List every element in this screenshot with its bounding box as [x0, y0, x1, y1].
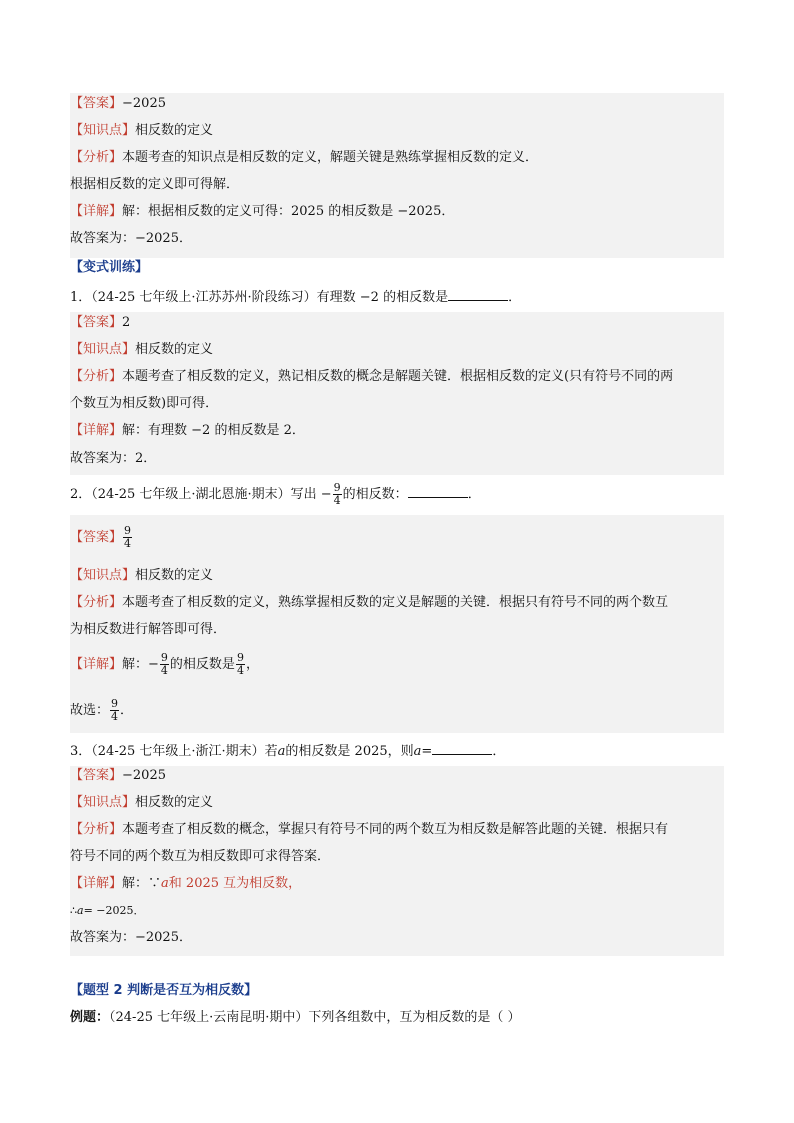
q2-text-after: 的相反数： [342, 487, 408, 502]
knowledge-text: 相反数的定义 [135, 568, 214, 583]
frac-numerator: 9 [124, 524, 132, 537]
conclusion-end: ． [120, 703, 134, 718]
q3-variable: a [277, 744, 286, 759]
answer-value: −2025 [122, 96, 166, 111]
frac-numerator: 9 [333, 481, 341, 494]
analysis-text: 本题考查的知识点是相反数的定义，解题关键是熟练掌握相反数的定义． [122, 150, 539, 165]
answer-fraction [123, 525, 132, 550]
q1-conclusion-line: 故答案为：2． [70, 451, 157, 466]
frac-numerator: 9 [160, 651, 168, 664]
variant-training-title: 【变式训练】 [70, 260, 149, 275]
q2-blank [408, 484, 468, 498]
detail-text: 解：根据相反数的定义可得：2025 的相反数是 −2025． [122, 204, 455, 219]
detail-text-c: ， [245, 657, 259, 672]
q3-eq: = [421, 744, 433, 759]
q1-text: 1．（24-25 七年级上·江苏苏州·阶段练习）有理数 −2 的相反数是 [70, 290, 449, 305]
q2-conclusion-line [70, 694, 133, 728]
analysis-text: 本题考查了相反数的概念，掌握只有符号不同的两个数互为相反数是解答此题的关键．根据只有 [122, 822, 669, 837]
answer-tag: 【答案】 [70, 530, 123, 545]
type2-title: 【题型 2 判断是否互为相反数】 [70, 983, 258, 998]
conclusion-fraction [110, 698, 119, 723]
frac-denominator: 4 [160, 664, 168, 677]
q3-detail-line [70, 876, 301, 892]
answer-value: −2025 [122, 768, 166, 783]
example-text: （24-25 七年级上·云南昆明·期中）下列各组数中，互为相反数的是（ ） [109, 1010, 521, 1025]
knowledge-text: 相反数的定义 [135, 795, 214, 810]
frac-denominator: 4 [124, 537, 132, 550]
q2-knowledge-line [70, 568, 213, 584]
detail-tag: 【详解】 [70, 657, 123, 672]
question-3 [70, 741, 505, 760]
detail-tag: 【详解】 [70, 876, 123, 891]
q3-therefore-line [70, 903, 145, 919]
q3-text: 3．（24-25 七年级上·浙江·期末）若 [70, 744, 278, 759]
detail-variable: a [161, 876, 169, 891]
analysis-tag: 【分析】 [70, 822, 123, 837]
q2-end: ． [467, 487, 481, 502]
answer-tag: 【答案】 [70, 315, 123, 330]
q1-knowledge-line [70, 342, 213, 358]
question-2 [70, 478, 481, 512]
q3-variable-2: a [413, 744, 422, 759]
answer-value: 2 [122, 315, 131, 330]
answer-block-q1 [70, 312, 724, 475]
frac-numerator: 9 [111, 697, 119, 710]
analysis-tag: 【分析】 [70, 595, 123, 610]
frac-denominator: 4 [111, 710, 119, 723]
detail-text-b: 的相反数是 [169, 657, 235, 672]
q2-text: 2．（24-25 七年级上·湖北恩施·期末）写出 − [70, 487, 332, 502]
q3-text-mid: 的相反数是 2025，则 [285, 744, 414, 759]
example-label: 例题： [70, 1010, 110, 1025]
analysis-text: 本题考查了相反数的定义，熟练掌握相反数的定义是解题的关键．根据只有符号不同的两个数互 [122, 595, 669, 610]
q2-analysis-line-2: 为相反数进行解答即可得． [70, 622, 227, 637]
analysis-line-2: 根据相反数的定义即可得解． [70, 177, 240, 192]
analysis-line [70, 150, 538, 166]
q1-end: ． [508, 290, 522, 305]
q3-end: ． [492, 744, 506, 759]
type2-example [70, 1010, 521, 1026]
q2-fraction [333, 482, 342, 507]
frac-numerator: 9 [236, 651, 244, 664]
knowledge-tag: 【知识点】 [70, 342, 136, 357]
detail-fraction-2 [236, 652, 245, 677]
q1-answer-line [70, 315, 130, 331]
q2-detail-line [70, 648, 259, 682]
therefore-variable: a [77, 904, 84, 917]
answer-tag: 【答案】 [70, 96, 123, 111]
detail-text-a: 解：∵ [122, 876, 162, 891]
analysis-text: 本题考查了相反数的定义，熟记相反数的概念是解题关键．根据相反数的定义(只有符号不同的两 [122, 369, 674, 384]
conclusion-line: 故答案为：−2025． [70, 231, 192, 246]
q3-answer-line [70, 768, 166, 784]
q1-analysis-line-2: 个数互为相反数)即可得． [70, 396, 219, 411]
q2-analysis-line [70, 595, 668, 611]
knowledge-line [70, 123, 213, 139]
analysis-tag: 【分析】 [70, 150, 123, 165]
detail-text: 解：有理数 −2 的相反数是 2． [122, 423, 305, 438]
q3-analysis-line [70, 822, 668, 838]
detail-text-a: 解：− [122, 657, 159, 672]
answer-line [70, 96, 166, 112]
conclusion-text: 故选： [70, 703, 110, 718]
knowledge-tag: 【知识点】 [70, 123, 136, 138]
knowledge-text: 相反数的定义 [135, 123, 214, 138]
q1-analysis-line [70, 369, 673, 385]
detail-tag: 【详解】 [70, 204, 123, 219]
frac-denominator: 4 [236, 664, 244, 677]
q3-conclusion-line: 故答案为：−2025． [70, 930, 192, 945]
detail-tag: 【详解】 [70, 423, 123, 438]
detail-fraction-1 [160, 652, 169, 677]
q3-analysis-line-2: 符号不同的两个数互为相反数即可求得答案． [70, 849, 331, 864]
therefore-text: = −2025． [83, 904, 145, 917]
detail-text-b: 和 2025 互为相反数， [168, 876, 302, 891]
detail-line [70, 204, 454, 220]
q1-blank [448, 287, 508, 301]
q3-knowledge-line [70, 795, 213, 811]
question-1 [70, 287, 521, 306]
therefore-symbol: ∴ [70, 904, 77, 917]
q3-blank [432, 741, 492, 755]
q2-answer-line [70, 521, 133, 555]
knowledge-tag: 【知识点】 [70, 795, 136, 810]
frac-denominator: 4 [333, 494, 341, 507]
q1-detail-line [70, 423, 305, 439]
knowledge-tag: 【知识点】 [70, 568, 136, 583]
analysis-tag: 【分析】 [70, 369, 123, 384]
answer-tag: 【答案】 [70, 768, 123, 783]
knowledge-text: 相反数的定义 [135, 342, 214, 357]
